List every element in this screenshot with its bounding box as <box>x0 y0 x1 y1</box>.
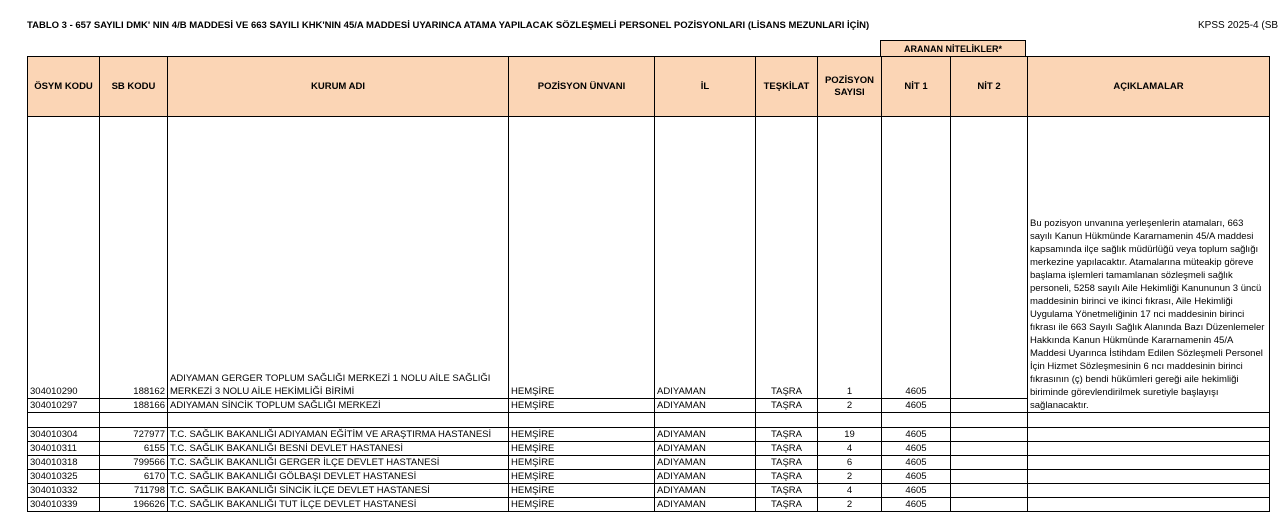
table-row <box>28 498 1270 512</box>
institution-name: ADIYAMAN GERGER TOPLUM SAĞLIĞI MERKEZİ 1 NOLU AİLE SAĞLIĞI MERKEZİ 3 NOLU AİLE HEKİMLİĞİ BİRİMİ <box>170 373 491 397</box>
organization-cell: TAŞRA <box>756 117 818 399</box>
nit1-cell: 4605 <box>882 117 951 399</box>
explanation-cell <box>1028 484 1270 498</box>
institution-cell: T.C. SAĞLIK BAKANLIĞI GÖLBAŞI DEVLET HASTANESİ <box>168 470 509 484</box>
province-cell: ADIYAMAN <box>655 117 756 399</box>
nit1-cell: 4605 <box>882 484 951 498</box>
organization-cell: TAŞRA <box>756 456 818 470</box>
position-cell <box>509 413 655 428</box>
nit2-cell <box>951 428 1028 442</box>
institution-cell: T.C. SAĞLIK BAKANLIĞI SİNCİK İLÇE DEVLET HASTANESİ <box>168 484 509 498</box>
header-organization: TEŞKİLAT <box>756 57 818 117</box>
count-cell <box>818 413 882 428</box>
province-cell: ADIYAMAN <box>655 470 756 484</box>
sb-code-cell: 6170 <box>100 470 168 484</box>
count-cell: 4 <box>818 484 882 498</box>
positions-table <box>27 56 1270 512</box>
institution-cell: T.C. SAĞLIK BAKANLIĞI GERGER İLÇE DEVLET HASTANESİ <box>168 456 509 470</box>
position-cell: HEMŞİRE <box>509 428 655 442</box>
province-cell: ADIYAMAN <box>655 428 756 442</box>
count-cell: 2 <box>818 399 882 413</box>
explanation-cell <box>1028 470 1270 484</box>
header-province: İL <box>655 57 756 117</box>
explanation-cell <box>1028 413 1270 428</box>
province-cell: ADIYAMAN <box>655 442 756 456</box>
province-cell <box>655 413 756 428</box>
nit2-cell <box>951 456 1028 470</box>
institution-cell: T.C. SAĞLIK BAKANLIĞI ADIYAMAN EĞİTİM VE ARAŞTIRMA HASTANESİ <box>168 428 509 442</box>
position-cell: HEMŞİRE <box>509 498 655 512</box>
table-row <box>28 484 1270 498</box>
nit1-cell: 4605 <box>882 498 951 512</box>
exam-code: KPSS 2025-4 (SB <box>1198 20 1279 31</box>
nit2-cell <box>951 470 1028 484</box>
osym-code-cell: 304010290 <box>28 117 100 399</box>
institution-cell <box>168 117 509 399</box>
institution-cell <box>168 413 509 428</box>
count-cell: 2 <box>818 470 882 484</box>
osym-code-cell: 304010297 <box>28 399 100 413</box>
institution-cell: T.C. SAĞLIK BAKANLIĞI BESNİ DEVLET HASTANESİ <box>168 442 509 456</box>
header-position-title: POZİSYON ÜNVANI <box>509 57 655 117</box>
osym-code-cell: 304010325 <box>28 470 100 484</box>
institution-cell: ADIYAMAN SİNCİK TOPLUM SAĞLIĞI MERKEZİ <box>168 399 509 413</box>
nit2-cell <box>951 442 1028 456</box>
sb-code-cell <box>100 413 168 428</box>
osym-code-cell: 304010318 <box>28 456 100 470</box>
count-cell: 19 <box>818 428 882 442</box>
position-cell: HEMŞİRE <box>509 484 655 498</box>
table-row <box>28 413 1270 428</box>
nit2-cell <box>951 484 1028 498</box>
count-cell: 4 <box>818 442 882 456</box>
osym-code-cell: 304010339 <box>28 498 100 512</box>
nit2-cell <box>951 498 1028 512</box>
nit2-cell <box>951 413 1028 428</box>
explanation-cell <box>1028 498 1270 512</box>
table-row <box>28 456 1270 470</box>
position-cell: HEMŞİRE <box>509 442 655 456</box>
sb-code-cell: 6155 <box>100 442 168 456</box>
nit1-cell <box>882 413 951 428</box>
organization-cell: TAŞRA <box>756 498 818 512</box>
organization-cell: TAŞRA <box>756 399 818 413</box>
nit2-cell <box>951 399 1028 413</box>
position-cell: HEMŞİRE <box>509 399 655 413</box>
table-row <box>28 117 1270 399</box>
osym-code-cell: 304010304 <box>28 428 100 442</box>
province-cell: ADIYAMAN <box>655 399 756 413</box>
table-row <box>28 442 1270 456</box>
organization-cell: TAŞRA <box>756 442 818 456</box>
explanation-cell <box>1028 442 1270 456</box>
header-explanations: AÇIKLAMALAR <box>1028 57 1270 117</box>
organization-cell: TAŞRA <box>756 470 818 484</box>
sb-code-cell: 727977 <box>100 428 168 442</box>
nit1-cell: 4605 <box>882 470 951 484</box>
province-cell: ADIYAMAN <box>655 498 756 512</box>
osym-code-cell: 304010311 <box>28 442 100 456</box>
count-cell: 1 <box>818 117 882 399</box>
header-sb-code: SB KODU <box>100 57 168 117</box>
nit1-cell: 4605 <box>882 428 951 442</box>
position-cell: HEMŞİRE <box>509 456 655 470</box>
nit1-cell: 4605 <box>882 456 951 470</box>
nit2-cell <box>951 117 1028 399</box>
header-nit1: NİT 1 <box>882 57 951 117</box>
sb-code-cell: 799566 <box>100 456 168 470</box>
position-cell: HEMŞİRE <box>509 470 655 484</box>
table-row <box>28 428 1270 442</box>
count-cell: 2 <box>818 498 882 512</box>
sb-code-cell: 196626 <box>100 498 168 512</box>
header-institution-name: KURUM ADI <box>168 57 509 117</box>
organization-cell <box>756 413 818 428</box>
count-cell: 6 <box>818 456 882 470</box>
province-cell: ADIYAMAN <box>655 484 756 498</box>
header-position-count: POZİSYON SAYISI <box>818 57 882 117</box>
position-cell: HEMŞİRE <box>509 117 655 399</box>
explanation-cell: Bu pozisyon unvanına yerleşenlerin atamaları, 663 sayılı Kanun Hükmünde Kararnamenin 45/A maddesi kapsamında ilçe sağlık müdürlüğü veya toplum sağlığı merkezine yapılacaktır. Atamalarına müteakip göreve başlama işlemleri tamamlanan sözleşmeli sağlık personeli, 5258 sayılı Aile Hekimliği Kanununun 3 üncü maddesinin birinci ve ikinci fıkrası, Aile Hekimliği Uygulama Yönetmeliğinin 17 nci maddesinin birinci fıkrası ile 663 Sayılı Sağlık Alanında Bazı Düzenlemeler Hakkında Kanun Hükmünde Kararnamenin 45/A Maddesi Uyarınca İstihdam Edilen Sözleşmeli Personel İçin Hizmet Sözleşmesinin 6 ncı maddesinin birinci fıkrasının (ç) bendi hükümleri gereği aile hekimliği biriminde görevlendirilmek suretiyle başlayışı sağlanacaktır. <box>1028 117 1270 413</box>
explanation-cell <box>1028 456 1270 470</box>
header-osym-code: ÖSYM KODU <box>28 57 100 117</box>
sb-code-cell: 188162 <box>100 117 168 399</box>
sb-code-cell: 188166 <box>100 399 168 413</box>
organization-cell: TAŞRA <box>756 428 818 442</box>
organization-cell: TAŞRA <box>756 484 818 498</box>
table-title: TABLO 3 - 657 SAYILI DMK' NIN 4/B MADDESİ VE 663 SAYILI KHK'NIN 45/A MADDESİ UYARINCA ATAMA YAPILACAK SÖZLEŞMELİ PERSONEL POZİSYONLARI (LİSANS MEZUNLARI İÇİN) <box>27 20 870 31</box>
osym-code-cell <box>28 413 100 428</box>
osym-code-cell: 304010332 <box>28 484 100 498</box>
nit1-cell: 4605 <box>882 399 951 413</box>
required-qualifications-header: ARANAN NİTELİKLER* <box>880 40 1026 56</box>
province-cell: ADIYAMAN <box>655 456 756 470</box>
table-row <box>28 470 1270 484</box>
explanation-cell <box>1028 428 1270 442</box>
institution-cell: T.C. SAĞLIK BAKANLIĞI TUT İLÇE DEVLET HASTANESİ <box>168 498 509 512</box>
header-nit2: NİT 2 <box>951 57 1028 117</box>
sb-code-cell: 711798 <box>100 484 168 498</box>
nit1-cell: 4605 <box>882 442 951 456</box>
